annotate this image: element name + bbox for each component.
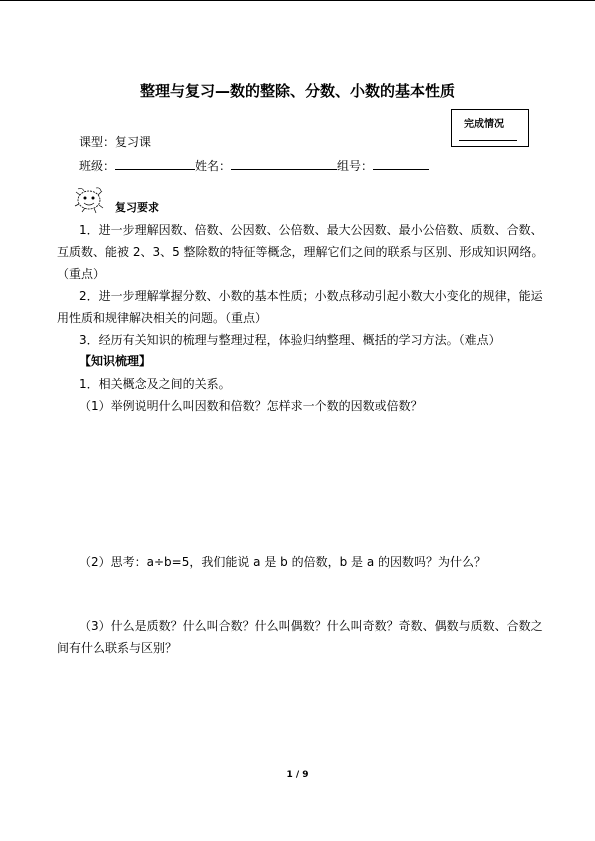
- page-number: 1 / 9: [286, 770, 309, 780]
- requirement-1-line-1: 1．进一步理解因数、倍数、公因数、公倍数、最大公因数、最小公倍数、质数、合数、: [79, 223, 543, 237]
- group-label: 组号：: [337, 159, 374, 173]
- class-label: 班级：: [79, 159, 116, 173]
- requirements-heading: 复习要求: [115, 201, 159, 214]
- name-blank: [231, 157, 337, 170]
- completion-status-box: [451, 109, 529, 147]
- requirement-2-line-1: 2．进一步理解掌握分数、小数的基本性质；小数点移动引起小数大小变化的规律，能运: [79, 289, 543, 303]
- student-info-row: [79, 157, 429, 174]
- name-label: 姓名：: [195, 159, 232, 173]
- class-blank: [115, 157, 195, 170]
- completion-status-blank: [459, 140, 517, 141]
- completion-status-label: 完成情况: [464, 119, 504, 130]
- requirement-1-line-2: 互质数、能被 2、3、5 整除数的特征等概念，理解它们之间的联系与区别、形成知识网络。: [57, 245, 544, 259]
- cartoon-illustration-icon: [72, 186, 108, 216]
- requirement-1-line-3: （重点）: [57, 267, 106, 281]
- question-2: （2）思考：a÷b=5，我们能说 a 是 b 的倍数，b 是 a 的因数吗？为什么？: [79, 555, 486, 569]
- question-1: （1）举例说明什么叫因数和倍数？怎样求一个数的因数或倍数？: [79, 399, 423, 413]
- knowledge-heading: 【知识梳理】: [79, 354, 152, 368]
- question-3-line-1: （3）什么是质数？什么叫合数？什么叫偶数？什么叫奇数？奇数、偶数与质数、合数之: [79, 619, 543, 633]
- page-title: 整理与复习—数的整除、分数、小数的基本性质: [139, 82, 455, 100]
- knowledge-point-1: 1．相关概念及之间的关系。: [79, 377, 231, 391]
- requirement-3-line-1: 3．经历有关知识的梳理与整理过程，体验归纳整理、概括的学习方法。（难点）: [79, 333, 501, 347]
- requirement-2-line-2: 用性质和规律解决相关的问题。（重点）: [57, 311, 268, 325]
- group-blank: [373, 157, 429, 170]
- question-3-line-2: 间有什么联系与区别？: [57, 641, 178, 655]
- header-rule: [0, 0, 595, 1]
- course-type: 课型：复习课: [79, 135, 152, 149]
